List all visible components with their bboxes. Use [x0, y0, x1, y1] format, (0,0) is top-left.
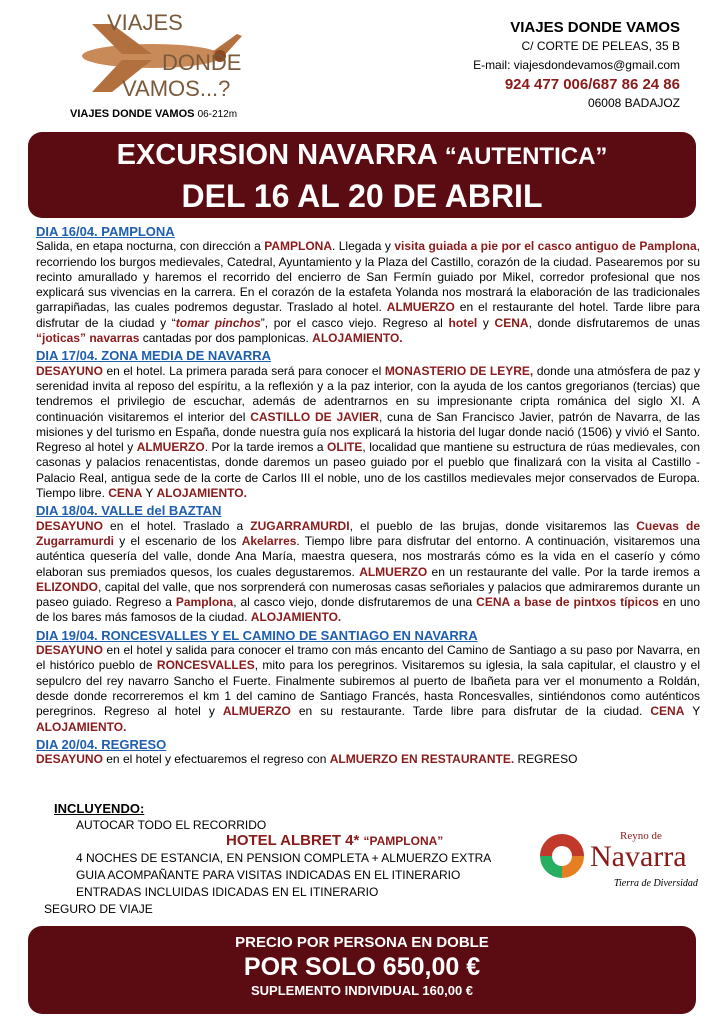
- price-banner: [28, 926, 696, 1014]
- price-supplement: SUPLEMENTO INDIVIDUAL 160,00 €: [250, 983, 474, 998]
- reyno-navarra-logo: [540, 830, 700, 892]
- contact-city: 06008 BADAJOZ: [587, 96, 680, 110]
- includes-header: INCLUYENDO:: [54, 801, 145, 816]
- agency-id-name: VIAJES DONDE VAMOS: [70, 108, 195, 120]
- price-amount: POR SOLO 650,00 €: [243, 953, 481, 981]
- day-4-title: DIA 19/04. RONCESVALLES Y EL CAMINO DE SANTIAGO EN NAVARRA: [36, 627, 478, 643]
- logo-line3: VAMOS...?: [122, 76, 231, 101]
- includes-item-insurance: SEGURO DE VIAJE: [44, 902, 153, 916]
- title-banner: [28, 132, 696, 218]
- itinerary: [36, 222, 700, 767]
- contact-name: VIAJES DONDE VAMOS: [510, 19, 680, 36]
- banner-line2: DEL 16 AL 20 DE ABRIL: [181, 178, 543, 214]
- includes-hotel: [226, 832, 536, 850]
- agency-logo: [52, 4, 262, 104]
- includes-item-bus: AUTOCAR TODO EL RECORRIDO: [76, 818, 267, 832]
- logo-line2: DONDE: [162, 50, 242, 75]
- banner-line1a: EXCURSION NAVARRA: [116, 139, 437, 171]
- includes-item-tickets: ENTRADAS INCLUIDAS IDICADAS EN EL ITINERARIO: [76, 885, 379, 899]
- contact-email[interactable]: E-mail: viajesdondevamos@gmail.com: [473, 58, 680, 72]
- includes-item-nights: 4 NOCHES DE ESTANCIA, EN PENSION COMPLETA + ALMUERZO EXTRA: [76, 851, 492, 865]
- day-1-title: DIA 16/04. PAMPLONA: [36, 224, 175, 239]
- logo-line1: VIAJES: [107, 10, 183, 35]
- airplane-logo-icon: [52, 4, 262, 104]
- agency-id-code: 06-212m: [197, 109, 238, 120]
- contact-block: [473, 18, 680, 113]
- navarra-logo-main: Navarra: [590, 840, 687, 873]
- hotel-city: “PAMPLONA”: [363, 834, 444, 848]
- day-4-text: DESAYUNO en el hotel y salida para conocer el tramo con más encanto del Camino de Santiago a su paso por Navarra, en el histórico pueblo de RONCESVALLES, mito para los peregrinos. Visitaremos su iglesia, la sala capitular, el claustro y el sepulcro del rey navarro Sancho el Fuerte. Finalmente subiremos al puerto de Ibañeta para ver el monumento a Roldán, desde donde recorreremos el km 1 del camino de Santiago Francés, hasta Roncesvalles, sintiéndonos como auténticos peregrinos. Regreso al hotel y ALMUERZO en su restaurante. Tarde libre para disfrutar de la ciudad. CENA Y ALOJAMIENTO.: [36, 643, 700, 734]
- banner-line1b: “AUTENTICA”: [444, 143, 608, 170]
- day-2-title: DIA 17/04. ZONA MEDIA DE NAVARRA: [36, 348, 271, 364]
- includes-section: [36, 800, 536, 918]
- includes-item-guide: GUIA ACOMPAÑANTE PARA VISITAS INDICADAS EN EL ITINERARIO: [76, 868, 461, 882]
- day-5-title: DIA 20/04. REGRESO: [36, 736, 167, 752]
- contact-address: C/ CORTE DE PELEAS, 35 B: [521, 39, 680, 53]
- day-5-text: DESAYUNO en el hotel y efectuaremos el regreso con ALMUERZO EN RESTAURANTE. REGRESO: [36, 752, 578, 767]
- navarra-emblem-icon: [540, 834, 584, 878]
- contact-phones[interactable]: 924 477 006/687 86 24 86: [504, 76, 680, 93]
- navarra-logo-top: Reyno de: [620, 830, 662, 842]
- day-1-text: Salida, en etapa nocturna, con dirección a PAMPLONA. Llegada y visita guiada a pie por el casco antiguo de Pamplona, recorriendo los burgos medievales, Catedral, Ayuntamiento y la Plaza del Castillo, corazón de la ciudad. Pasearemos por su recinto amurallado y haremos el recorrido del encierro de San Fermín guiado por Mikel, corredor profesional que nos explicará sus vivencias en la carrera. En el corazón de la estafeta Yolanda nos mostrará la elaboración de las tradicionales garrapiñadas, las cuales podremos degustar. Traslado al hotel. ALMUERZO en el restaurante del hotel. Tarde libre para disfrutar de la ciudad y “tomar pinchos”, por el casco viejo. Regreso al hotel y CENA, donde disfrutaremos de unas “joticas” navarras cantadas por dos pamplonicas. ALOJAMIENTO.: [36, 239, 701, 346]
- day-3-title: DIA 18/04. VALLE del BAZTAN: [36, 503, 222, 519]
- hotel-name: HOTEL ALBRET 4*: [226, 832, 360, 849]
- day-3-text: DESAYUNO en el hotel. Traslado a ZUGARRAMURDI, el pueblo de las brujas, donde visitaremos las Cuevas de Zugarramurdi y el escenario de los Akelarres. Tiempo libre para disfrutar del entorno. A continuación, visitaremos una auténtica quesería del valle, donde Ana María, maestra quesera, nos mostrarás cómo es la vida en el caserío y cómo elaboran sus premiados quesos, los cuales degustaremos. ALMUERZO en un restaurante del valle. Por la tarde iremos a ELIZONDO, capital del valle, que nos sorprenderá con numerosas casas señoriales y palacios que admiraremos durante un paseo guiado. Regreso a Pamplona, al casco viejo, donde disfrutaremos de una CENA a base de pintxos típicos en uno de los bares más famosos de la ciudad. ALOJAMIENTO.: [36, 518, 701, 625]
- banner-line1: [28, 136, 696, 176]
- agency-id: [70, 108, 237, 120]
- day-2-text: DESAYUNO en el hotel. La primera parada será para conocer el MONASTERIO DE LEYRE, donde una atmósfera de paz y serenidad invita al reposo del espíritu, a la reflexión y a la paz interior, con la ayuda de los cantos gregorianos (tercias) que tendremos el privilegio de escuchar, además de adentrarnos en su impresionante cripta románica del siglo XI. A continuación visitaremos el interior del CASTILLO DE JAVIER, cuna de San Francisco Javier, patrón de Navarra, de las misiones y del turismo en España, donde nuestra guía nos explicará la historia del lugar donde nació (1506) y vivió el Santo. Regreso al hotel y ALMUERZO. Por la tarde iremos a OLITE, localidad que mantiene su estructura de rúas medievales, con casonas y palacios renacentistas, donde daremos un paseo guiado por el pueblo que finalizará con la visita al Castillo - Palacio Real, antigua sede de la corte de Carlos III el noble, uno de los castillos medievales mejor conservados de Europa. Tiempo libre. CENA Y ALOJAMIENTO.: [36, 363, 701, 501]
- price-line1: PRECIO POR PERSONA EN DOBLE: [235, 934, 489, 951]
- navarra-logo-tagline: Tierra de Diversidad: [614, 878, 698, 889]
